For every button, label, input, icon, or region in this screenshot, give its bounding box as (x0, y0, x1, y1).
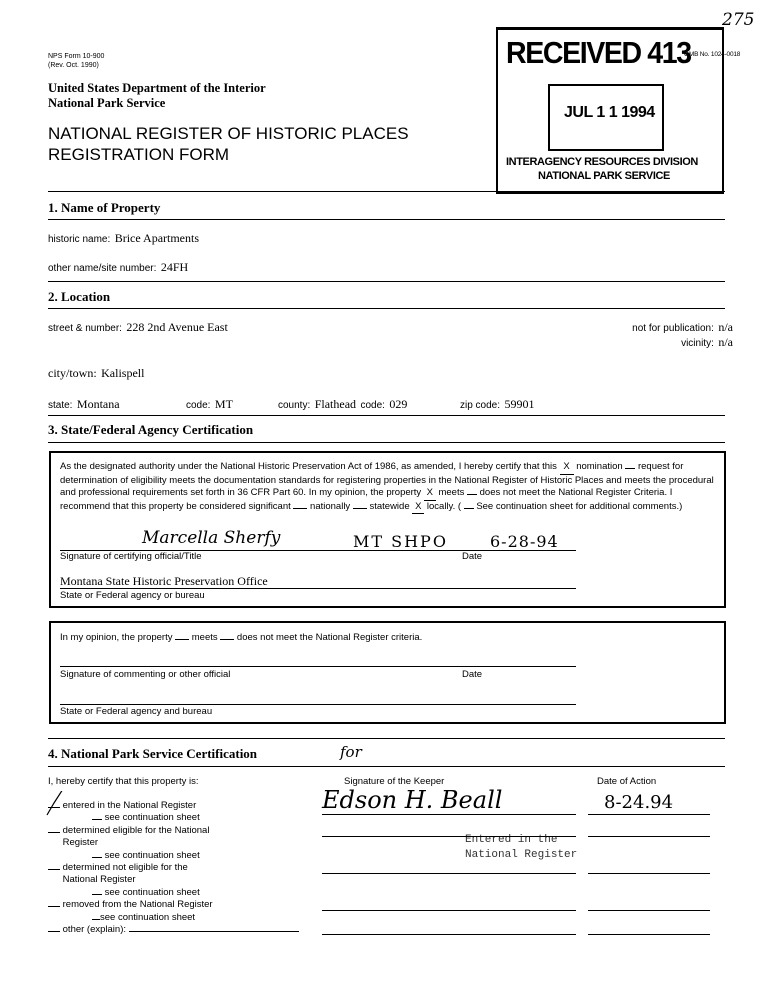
section1-heading: 1. Name of Property (48, 200, 161, 215)
certification-paragraph: As the designated authority under the National Historic Preservation Act of 1986, as amended, I hereby certify that this X nomination request for determination of eligibility meets the documentation standards for registering properties in the National Register of Historic Places and meets the procedural and professional requirements set forth in 36 CFR Part 60. In my opinion, the property X meets does not meet the National Register Criteria. I recommend that this property be considered significant nationally statewide X locally. ( See continuation sheet for additional comments.) (60, 461, 720, 514)
section4-heading: 4. National Park Service Certification (48, 746, 258, 761)
street-value: 228 2nd Avenue East (126, 320, 228, 334)
date-line (588, 873, 710, 874)
agency-line (60, 588, 576, 589)
vicinity-row (681, 333, 733, 351)
county-value: Flathead (314, 397, 357, 411)
city-row (48, 364, 144, 382)
other-name-label: other name/site number: (48, 263, 157, 274)
state-label: state: (48, 400, 73, 411)
signature-date-handwritten: 6-28-94 (490, 532, 559, 551)
city-label: city/town: (48, 366, 97, 380)
keeper-line (322, 910, 576, 911)
nfp-label: not for publication: (632, 323, 714, 334)
section2-heading: 2. Location (48, 289, 111, 304)
date-line (588, 814, 710, 815)
stamp-service: NATIONAL PARK SERVICE (538, 170, 670, 182)
commenting-box (49, 621, 726, 724)
opinion-line: In my opinion, the property meets does not meet the National Register criteria. (60, 632, 423, 643)
state-code-field (186, 395, 233, 413)
keeper-line (322, 836, 576, 837)
date-of-action-value: 8-24.94 (604, 792, 674, 813)
date-line (588, 934, 710, 935)
state-value: Montana (76, 397, 120, 411)
stamp-date: JUL 1 1 1994 (564, 104, 655, 121)
form-number: NPS Form 10-900 (48, 53, 105, 60)
street-label: street & number: (48, 323, 122, 334)
zip-value: 59901 (504, 397, 535, 411)
stamp-date-box (548, 84, 664, 151)
county-code-value: 029 (389, 397, 408, 411)
signature-label: Signature of certifying official/Title (60, 551, 202, 562)
check-mark-icon (46, 791, 64, 817)
comment-agency-line (60, 704, 576, 705)
form-title-line1: NATIONAL REGISTER OF HISTORIC PLACES (48, 124, 409, 143)
comment-signature-label: Signature of commenting or other official (60, 669, 231, 680)
county-field (278, 395, 407, 413)
rule (48, 738, 725, 739)
entered-checkmark (48, 807, 60, 808)
historic-name-label: historic name: (48, 234, 111, 245)
nfp-value: n/a (718, 320, 733, 334)
street-row (48, 318, 228, 336)
county-code-label: code: (360, 400, 385, 411)
rule (48, 766, 725, 767)
stamp-division: INTERAGENCY RESOURCES DIVISION (506, 156, 698, 168)
keeper-line (322, 873, 576, 874)
service-name: National Park Service (48, 96, 166, 110)
checklist-not-eligible: determined not eligible for the National Register (48, 862, 318, 887)
other-name-row (48, 258, 188, 276)
keeper-line (322, 934, 576, 935)
nomination-mark: X (560, 461, 574, 475)
state-code-value: MT (214, 397, 233, 411)
certifying-signature: Marcella Sherfy (142, 528, 281, 548)
vicinity-label: vicinity: (681, 338, 714, 349)
nps-checklist: entered in the National Register see continuation sheet determined eligible for the National Register see continuation sheet determined not eligible for the National Register see continuation sheet removed from the National Register see continuation sheet other (explain): (48, 800, 318, 936)
checklist-eligible: determined eligible for the National Register (48, 825, 318, 850)
zip-field (460, 395, 534, 413)
county-label: county: (278, 400, 311, 411)
for-handwritten: for (340, 743, 362, 761)
entered-stamp-line2: National Register (465, 849, 578, 861)
checklist-entered: entered in the National Register (48, 800, 318, 812)
agency-label: State or Federal agency or bureau (60, 590, 205, 601)
certify-statement: I, hereby certify that this property is: (48, 776, 199, 787)
keeper-line (322, 814, 576, 815)
date-line (588, 910, 710, 911)
certification-box (49, 451, 726, 608)
historic-name-value: Brice Apartments (114, 231, 200, 245)
form-title-line2: REGISTRATION FORM (48, 145, 230, 164)
rule (48, 442, 725, 443)
rule (48, 415, 725, 416)
historic-name-row (48, 229, 199, 247)
state-field (48, 395, 120, 413)
comment-date-label: Date (462, 669, 483, 680)
vicinity-value: n/a (718, 335, 733, 349)
comment-signature-line (60, 666, 576, 667)
received-stamp (496, 27, 724, 194)
entered-stamp-line1: Entered in the (465, 834, 558, 846)
handwritten-page-number: 275 (722, 10, 755, 30)
rule (48, 219, 725, 220)
department-name: United States Department of the Interior (48, 81, 266, 95)
section3-heading: 3. State/Federal Agency Certification (48, 422, 254, 437)
rule (48, 308, 725, 309)
date-line (588, 836, 710, 837)
checklist-removed: removed from the National Register (48, 899, 318, 911)
date-label: Date (462, 551, 483, 562)
rule (48, 191, 725, 192)
checklist-other: other (explain): (48, 924, 318, 936)
rule (48, 281, 725, 282)
state-code-label: code: (186, 400, 211, 411)
other-name-value: 24FH (160, 260, 189, 274)
received-stamp-title: RECEIVED 413 (506, 35, 691, 70)
date-of-action-label: Date of Action (597, 776, 657, 787)
signature-title-handwritten: MT SHPO (353, 532, 448, 551)
form-revision: (Rev. Oct. 1990) (48, 62, 99, 69)
keeper-label: Signature of the Keeper (344, 776, 445, 787)
zip-label: zip code: (460, 400, 501, 411)
city-value: Kalispell (101, 366, 145, 380)
agency-value: Montana State Historic Preservation Office (60, 574, 268, 588)
comment-agency-label: State or Federal agency and bureau (60, 706, 213, 717)
omb-number: OMB No. 1024-0018 (684, 51, 741, 58)
meets-mark: X (424, 487, 436, 501)
locally-mark: X (412, 501, 424, 515)
keeper-signature: Edson H. Beall (322, 786, 503, 814)
